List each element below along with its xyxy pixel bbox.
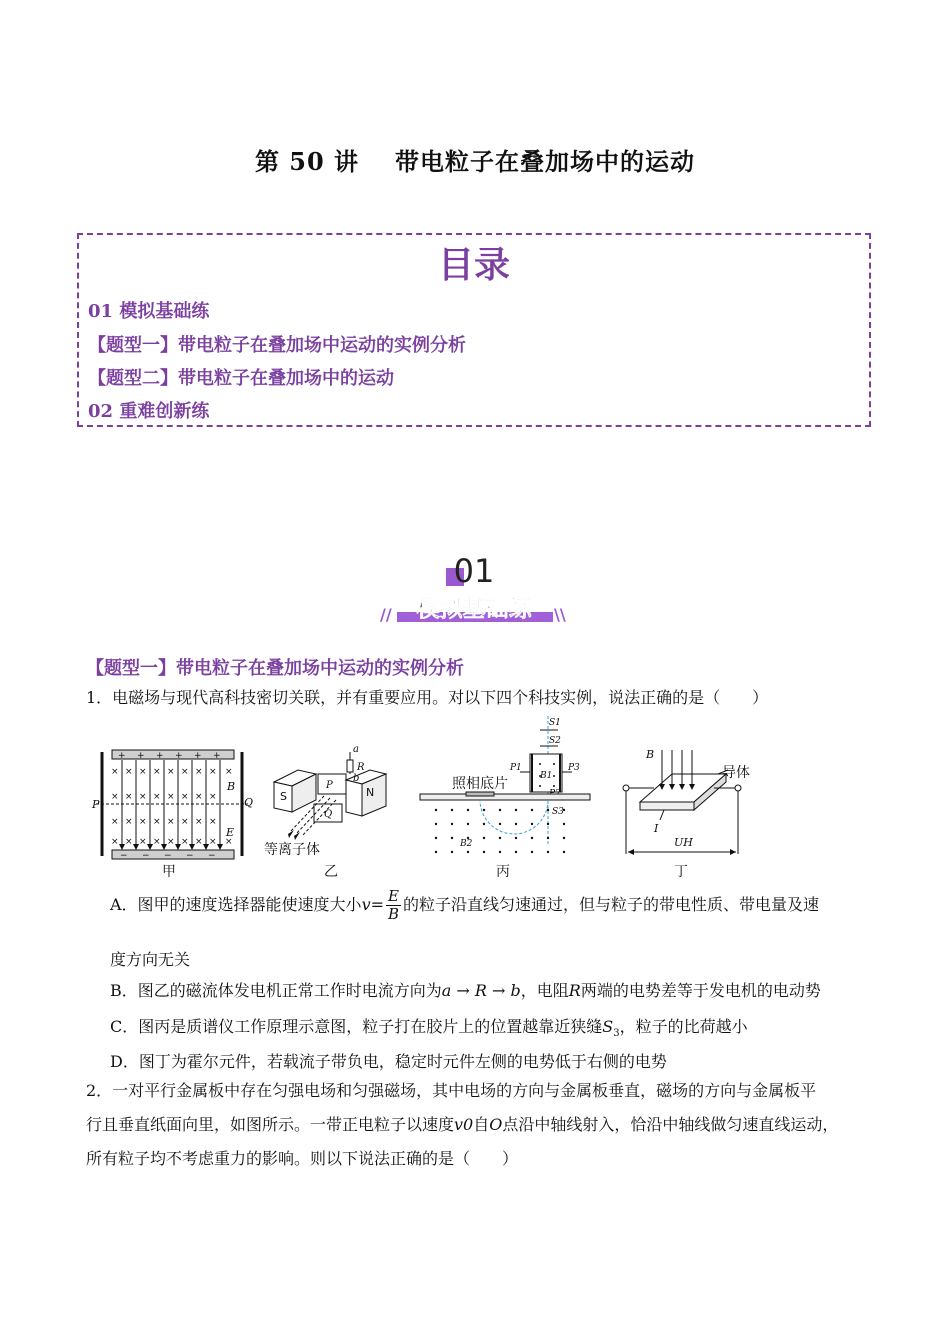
figure-yi-mhd-generator [262, 744, 402, 884]
svg-text:×: × [209, 767, 217, 777]
label-E: E [226, 826, 235, 839]
svg-text:×: × [125, 767, 133, 777]
svg-text:×: × [111, 767, 119, 777]
label-P: P [92, 798, 100, 811]
svg-text:×: × [167, 792, 175, 802]
label-B1: B1 [540, 771, 553, 781]
plate-P: P [326, 780, 333, 791]
label-b: b [353, 773, 360, 784]
label-R: R [357, 762, 365, 773]
svg-text:×: × [153, 767, 161, 777]
option-a-text-end: 的粒子沿直线匀速通过，但与粒子的带电性质、带电量及速 [403, 895, 820, 914]
plus-sign: + [194, 751, 202, 761]
svg-text:×: × [111, 817, 119, 827]
label-B: B [227, 780, 236, 793]
label-a: a [353, 744, 359, 755]
toc-item-basic-practice[interactable]: 01 模拟基础练 [88, 301, 210, 322]
caption-bing: 丙 [496, 864, 510, 880]
svg-text:×: × [167, 817, 175, 827]
badge-label: 模拟基础练 [416, 596, 532, 622]
minus-sign: − [164, 851, 172, 861]
svg-text:×: × [195, 767, 203, 777]
label-B2: B2 [460, 839, 473, 849]
toc-item-type-2[interactable]: 【题型二】带电粒子在叠加场中的运动 [88, 368, 394, 389]
label-S1: S1 [549, 718, 561, 728]
page-title [0, 142, 950, 177]
label-film: 照相底片 [452, 776, 508, 792]
svg-text:×: × [125, 837, 133, 847]
svg-text:×: × [139, 837, 147, 847]
option-a-text: A．图甲的速度选择器能使速度大小 [110, 895, 362, 914]
svg-text:×: × [225, 837, 233, 847]
option-d[interactable]: D．图丁为霍尔元件，若载流子带负电，稳定时元件左侧的电势低于右侧的电势 [110, 1052, 667, 1071]
label-I: I [654, 822, 659, 835]
symbol-v0: v0 [454, 1115, 474, 1134]
plate-Q: Q [324, 809, 333, 820]
svg-text:×: × [153, 792, 161, 802]
question-2-line-3: 所有粒子均不考虑重力的影响。则以下说法正确的是（ ） [86, 1149, 519, 1168]
svg-text:×: × [181, 817, 189, 827]
symbol-O: O [489, 1115, 503, 1134]
option-a-continued: 度方向无关 [110, 950, 191, 969]
minus-sign: − [142, 851, 150, 861]
svg-text:×: × [153, 817, 161, 827]
option-a[interactable] [110, 888, 819, 923]
question-2-line-1: 2．一对平行金属板中存在匀强电场和匀强磁场，其中电场的方向与金属板垂直，磁场的方向与金属板平 [86, 1081, 817, 1100]
label-plasma: 等离子体 [264, 842, 320, 858]
equals-sign: = [370, 895, 385, 914]
svg-text:×: × [181, 837, 189, 847]
svg-text:×: × [111, 837, 119, 847]
svg-text:×: × [139, 817, 147, 827]
option-b-text-end: 两端的电势差等于发电机的电动势 [580, 981, 821, 1000]
svg-text:×: × [195, 817, 203, 827]
svg-text:×: × [195, 837, 203, 847]
option-c-text: C．图丙是质谱仪工作原理示意图，粒子打在胶片上的位置越靠近狭缝 [110, 1017, 603, 1036]
option-c[interactable] [110, 1014, 748, 1039]
plus-sign: + [137, 751, 145, 761]
plus-sign: + [213, 751, 221, 761]
toc-heading: 目录 [437, 244, 510, 286]
symbol-v: v [361, 895, 371, 914]
fraction-numerator: E [386, 888, 401, 906]
toc-item-type-1[interactable]: 【题型一】带电粒子在叠加场中运动的实例分析 [88, 335, 466, 356]
svg-text:×: × [209, 837, 217, 847]
svg-text:×: × [167, 767, 175, 777]
minus-sign: − [208, 851, 216, 861]
svg-text:×: × [111, 792, 119, 802]
question-2-text-a: 行且垂直纸面向里，如图所示。一带正电粒子以速度 [86, 1115, 455, 1134]
svg-text:×: × [181, 767, 189, 777]
svg-text:×: × [225, 767, 233, 777]
figure-jia-velocity-selector [92, 744, 252, 884]
label-UH: UH [674, 836, 693, 849]
question-1-stem: 1．电磁场与现代高科技密切关联，并有重要应用。对以下四个科技实例，说法正确的是（ ） [86, 688, 769, 707]
svg-text:×: × [195, 792, 203, 802]
question-2-text-c: 点沿中轴线射入，恰沿中轴线做匀速直线运动， [502, 1115, 839, 1134]
section-badge [372, 548, 578, 628]
label-S3: S3 [552, 807, 564, 817]
type-1-heading: 【题型一】带电粒子在叠加场中运动的实例分析 [86, 658, 464, 679]
caption-jia: 甲 [162, 864, 176, 880]
caption-yi: 乙 [324, 864, 338, 880]
svg-text:×: × [139, 767, 147, 777]
svg-text:×: × [125, 792, 133, 802]
label-B: B [646, 748, 655, 761]
figure-ding-hall-element [618, 744, 748, 884]
plus-sign: + [175, 751, 183, 761]
svg-text:×: × [209, 817, 217, 827]
caption-ding: 丁 [674, 864, 688, 880]
option-b-text: B．图乙的磁流体发电机正常工作时电流方向为 [110, 981, 442, 1000]
option-b[interactable] [110, 978, 821, 1001]
label-P1: P1 [510, 763, 522, 773]
svg-text:×: × [153, 837, 161, 847]
symbol-S: S [602, 1017, 614, 1036]
svg-text:×: × [167, 837, 175, 847]
label-P3: P3 [568, 763, 580, 773]
option-b-mid: ，电阻 [520, 981, 569, 1000]
badge-right-slash: \\ [554, 605, 566, 624]
label-Q: Q [244, 796, 254, 809]
fraction-denominator: B [388, 905, 400, 923]
plus-sign: + [118, 751, 126, 761]
option-c-text-end: ，粒子的比荷越小 [619, 1017, 748, 1036]
badge-left-slash: // [380, 605, 392, 624]
minus-sign: − [186, 851, 194, 861]
lecture-topic: 带电粒子在叠加场中的运动 [395, 147, 696, 176]
question-2-line-2 [86, 1115, 838, 1135]
label-conductor: 导体 [722, 765, 750, 781]
badge-number: 01 [453, 552, 495, 590]
figure-bing-mass-spectrometer [416, 714, 596, 884]
symbol-S-subscript: 3 [613, 1028, 620, 1040]
svg-text:×: × [139, 792, 147, 802]
fraction-e-over-b [386, 888, 401, 923]
question-2-text-b: 自 [473, 1115, 490, 1134]
svg-text:×: × [181, 792, 189, 802]
current-path: a → R → b [441, 981, 521, 1000]
minus-sign: − [120, 851, 128, 861]
svg-text:×: × [209, 792, 217, 802]
table-of-contents [77, 233, 871, 427]
lecture-number: 第 50 讲 [254, 147, 360, 176]
magnet-N: N [366, 786, 375, 799]
plus-sign: + [156, 751, 164, 761]
label-S2: S2 [549, 736, 561, 746]
svg-text:×: × [125, 817, 133, 827]
magnet-S: S [280, 790, 287, 803]
symbol-R: R [568, 981, 581, 1000]
toc-item-advanced-practice[interactable]: 02 重难创新练 [88, 401, 210, 422]
